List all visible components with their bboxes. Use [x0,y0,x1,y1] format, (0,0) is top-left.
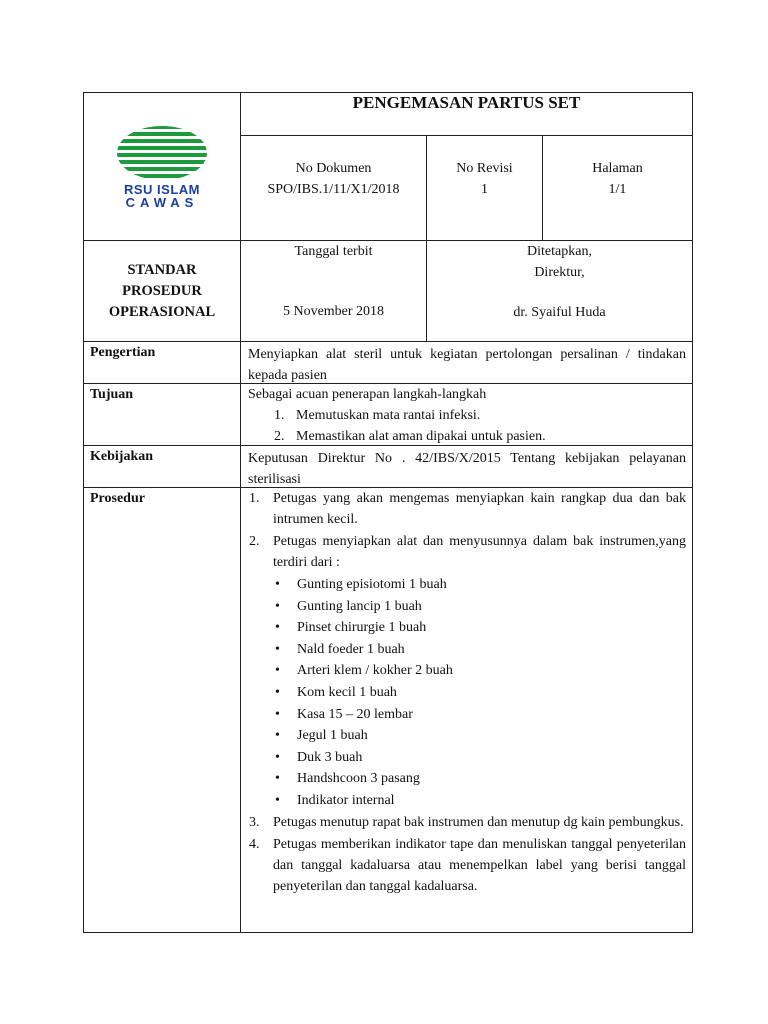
no-dokumen-cell [240,135,427,241]
spo-line-1: STANDAR [127,261,197,278]
kebijakan-text: Keputusan Direktur No . 42/IBS/X/2015 Tentang kebijakan pelayanan sterilisasi [240,445,693,488]
halaman-label: Halaman [592,161,643,176]
tujuan-list [248,405,686,447]
instrument-list [249,574,686,812]
pengertian-text: Menyiapkan alat steril untuk kegiatan pertolongan persalinan / tindakan kepada pasien [240,341,693,384]
tujuan-item-2: Memastikan alat aman dipakai untuk pasien. [296,429,546,444]
halaman-value: 1/1 [608,182,627,197]
logo-cell [83,92,241,241]
list-item: • Kasa 15 – 20 lembar [275,704,686,726]
prosedur-steps-cont [249,812,686,897]
hospital-logo-icon [116,125,208,181]
list-item: 1. Petugas yang akan mengemas menyiapkan kain rangkap dua dan bak intrumen kecil. [249,488,686,530]
prosedur-content [240,487,693,933]
list-item: 4. Petugas memberikan indikator tape dan menuliskan tanggal penyeterilan dan tanggal kadaluarsa atau menempelkan label yang berisi tanggal penyeterilan dan tanggal kadaluarsa. [249,834,686,897]
ditetapkan-cell [426,240,693,342]
tujuan-content [240,383,693,446]
prosedur-step-4: Petugas memberikan indikator tape dan menuliskan tanggal penyeterilan dan tanggal kadaluarsa atau menempelkan label yang berisi tanggal penyeterilan dan tanggal kadaluarsa. [273,836,686,894]
tanggal-terbit-value: 5 November 2018 [282,304,385,319]
logo-text-top: RSU ISLAM [124,181,200,197]
tujuan-intro: Sebagai acuan penerapan langkah-langkah [248,387,487,402]
list-item: • Gunting episiotomi 1 buah [275,574,686,596]
list-item: • Nald foeder 1 buah [275,639,686,661]
list-item: • Arteri klem / kokher 2 buah [275,660,686,682]
kebijakan-label: Kebijakan [83,445,241,488]
list-item: 3. Petugas menutup rapat bak instrumen dan menutup dg kain pembungkus. [249,812,686,833]
no-revisi-cell [426,135,543,241]
prosedur-label: Prosedur [83,487,241,933]
spo-cell [83,240,241,342]
halaman-cell [542,135,693,241]
no-revisi-value: 1 [481,182,488,197]
list-item: • Duk 3 buah [275,747,686,769]
list-item: 2. Memastikan alat aman dipakai untuk pasien. [274,426,686,447]
logo-text-bottom: CAWAS [125,194,199,210]
list-item: • Indikator internal [275,790,686,812]
list-item: • Handshcoon 3 pasang [275,768,686,790]
pengertian-label: Pengertian [83,341,241,384]
spo-line-3: OPERASIONAL [108,303,216,320]
prosedur-step-3: Petugas menutup rapat bak instrumen dan menutup dg kain pembungkus. [273,814,684,830]
prosedur-step-1: Petugas yang akan mengemas menyiapkan kain rangkap dua dan bak intrumen kecil. [273,491,686,527]
spo-document [83,92,693,933]
no-revisi-label: No Revisi [456,161,513,176]
title-text: PENGEMASAN PARTUS SET [352,93,581,112]
no-dokumen-value: SPO/IBS.1/11/X1/2018 [267,182,400,197]
list-item: • Pinset chirurgie 1 buah [275,617,686,639]
tanggal-terbit-label: Tanggal terbit [294,244,373,259]
document-title [240,92,693,136]
ditetapkan-label: Ditetapkan, [527,244,592,259]
list-item: 2. Petugas menyiapkan alat dan menyusunnya dalam bak instrumen,yang terdiri dari : [249,534,686,570]
list-item: • Gunting lancip 1 buah [275,596,686,618]
tujuan-label: Tujuan [83,383,241,446]
no-dokumen-label: No Dokumen [295,161,372,176]
list-item: 1. Memutuskan mata rantai infeksi. [274,405,686,426]
list-item: • Kom kecil 1 buah [275,682,686,704]
list-item: • Jegul 1 buah [275,725,686,747]
tujuan-item-1: Memutuskan mata rantai infeksi. [296,408,481,423]
prosedur-step-2: Petugas menyiapkan alat dan menyusunnya dalam bak instrumen,yang terdiri dari : [273,534,686,570]
direktur-label: Direktur, [534,265,585,280]
spo-line-2: PROSEDUR [122,282,202,299]
tanggal-terbit-cell [240,240,427,342]
direktur-name: dr. Syaiful Huda [513,305,606,320]
prosedur-steps [249,488,686,573]
